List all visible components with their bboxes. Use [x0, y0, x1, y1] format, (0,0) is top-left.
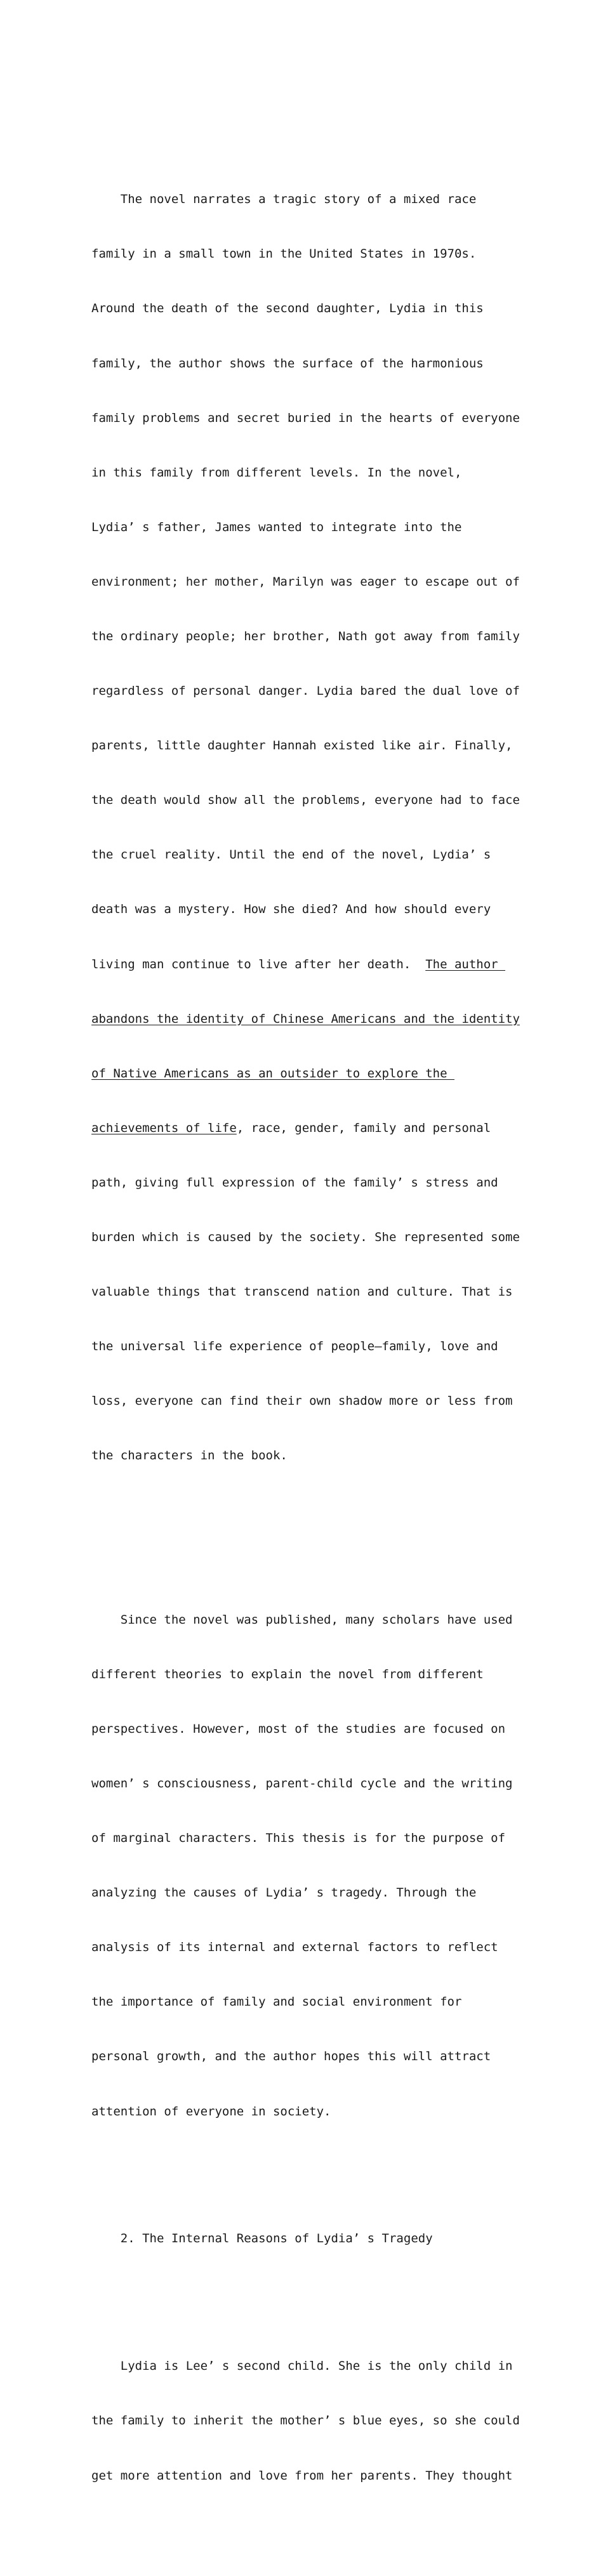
- text-line: family in a small town in the United States in 1970s.: [91, 247, 477, 261]
- text-line: the characters in the book.: [91, 1449, 288, 1463]
- text-line: [91, 1119, 510, 1138]
- text-line: family problems and secret buried in the hearts of everyone: [91, 411, 520, 425]
- text-line: Lydia is Lee’ s second child. She is the only child in: [91, 2359, 513, 2374]
- text-line: family, the author shows the surface of the harmonious: [91, 356, 484, 371]
- text-line: the universal life experience of people—family, love and: [91, 1339, 498, 1354]
- paragraph-intro: [91, 154, 520, 1502]
- text-line: analyzing the causes of Lydia’ s tragedy. Through the: [91, 1886, 477, 1900]
- text-line: valuable things that transcend nation and culture. That is: [91, 1285, 513, 1299]
- text-line: in this family from different levels. In the novel,: [91, 465, 462, 480]
- underlined-text: achievements of life: [91, 1120, 237, 1135]
- paragraph-lydia: [91, 2321, 520, 2521]
- text-line: The novel narrates a tragic story of a mixed race: [91, 192, 477, 207]
- text-line: attention of everyone in society.: [91, 2104, 331, 2119]
- text-line: path, giving full expression of the family’ s stress and: [91, 1175, 498, 1190]
- text-line: loss, everyone can find their own shadow more or less from: [91, 1394, 513, 1409]
- text-line: the death would show all the problems, everyone had to face: [91, 793, 520, 808]
- text-line: of marginal characters. This thesis is for the purpose of: [91, 1831, 506, 1846]
- text-line: Lydia’ s father, James wanted to integrate into the: [91, 520, 462, 534]
- text-segment: living man continue to live after her death.: [91, 957, 426, 971]
- text-segment: , race, gender, family and personal: [236, 1120, 491, 1135]
- text-line: [91, 1065, 510, 1083]
- text-line: Around the death of the second daughter, Lydia in this: [91, 301, 484, 316]
- text-line: the family to inherit the mother’ s blue eyes, so she could: [91, 2414, 520, 2428]
- text-line: women’ s consciousness, parent-child cycle and the writing: [91, 1776, 513, 1791]
- text-line: personal growth, and the author hopes this will attract: [91, 2049, 491, 2064]
- text-line: regardless of personal danger. Lydia bared the dual love of: [91, 684, 520, 699]
- body-text: [91, 81, 520, 2576]
- text-line: parents, little daughter Hannah existed like air. Finally,: [91, 739, 513, 753]
- text-line: analysis of its internal and external factors to reflect: [91, 1940, 498, 1955]
- text-line: Since the novel was published, many scholars have used: [91, 1612, 513, 1627]
- text-line: the ordinary people; her brother, Nath got away from family: [91, 629, 520, 643]
- underlined-text: of Native Americans as an outsider to explore the: [91, 1066, 454, 1081]
- text-line: the importance of family and social environment for: [91, 1995, 462, 2009]
- text-line: [91, 956, 510, 974]
- text-line: burden which is caused by the society. She represented some: [91, 1230, 520, 1244]
- text-line: the cruel reality. Until the end of the novel, Lydia’ s: [91, 848, 491, 862]
- text-line: death was a mystery. How she died? And how should every: [91, 902, 491, 917]
- text-line: perspectives. However, most of the studies are focused on: [91, 1721, 506, 1736]
- text-line: different theories to explain the novel from different: [91, 1667, 484, 1681]
- underlined-text: abandons the identity of Chinese Americans and the identity: [91, 1011, 520, 1026]
- text-line: get more attention and love from her parents. They thought: [91, 2468, 513, 2483]
- section-heading: 2. The Internal Reasons of Lydia’ s Tragedy: [91, 2231, 433, 2246]
- text-line: [91, 1010, 520, 1028]
- paragraph-scholarship: [91, 1574, 513, 2157]
- text-line: environment; her mother, Marilyn was eager to escape out of: [91, 574, 520, 589]
- underlined-text: The author: [425, 957, 506, 971]
